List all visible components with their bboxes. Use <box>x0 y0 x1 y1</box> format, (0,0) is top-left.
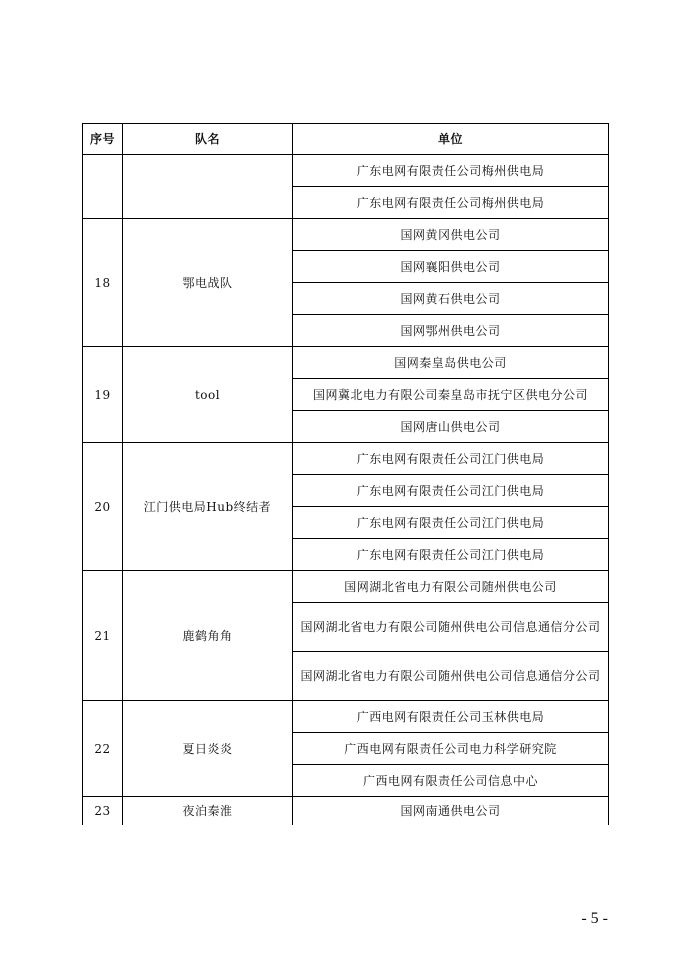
cell-index: 18 <box>83 219 123 347</box>
cell-index <box>83 155 123 219</box>
cell-team: 江门供电局Hub终结者 <box>123 443 293 571</box>
cell-unit: 广西电网有限责任公司玉林供电局 <box>293 701 609 733</box>
cell-index: 21 <box>83 571 123 701</box>
table-row <box>83 797 609 826</box>
cell-unit: 国网湖北省电力有限公司随州供电公司信息通信分公司 <box>293 603 609 652</box>
table-row <box>83 571 609 603</box>
cell-index: 20 <box>83 443 123 571</box>
header-unit: 单位 <box>293 124 609 155</box>
cell-index: 22 <box>83 701 123 797</box>
cell-team: 鄂电战队 <box>123 219 293 347</box>
cell-unit: 广东电网有限责任公司梅州供电局 <box>293 187 609 219</box>
table-row <box>83 219 609 251</box>
cell-unit: 国网秦皇岛供电公司 <box>293 347 609 379</box>
cell-team <box>123 155 293 219</box>
table-header-row <box>83 124 609 155</box>
cell-unit: 国网冀北电力有限公司秦皇岛市抚宁区供电分公司 <box>293 379 609 411</box>
cell-team: tool <box>123 347 293 443</box>
cell-unit: 广东电网有限责任公司江门供电局 <box>293 539 609 571</box>
cell-unit: 广西电网有限责任公司电力科学研究院 <box>293 733 609 765</box>
cell-unit: 广东电网有限责任公司江门供电局 <box>293 443 609 475</box>
cell-unit: 国网黄冈供电公司 <box>293 219 609 251</box>
cell-unit: 国网唐山供电公司 <box>293 411 609 443</box>
cell-unit: 广西电网有限责任公司信息中心 <box>293 765 609 797</box>
table-row <box>83 347 609 379</box>
cell-index: 23 <box>83 797 123 826</box>
cell-team: 鹿鹤角角 <box>123 571 293 701</box>
page-number: - 5 - <box>581 910 608 927</box>
cell-index: 19 <box>83 347 123 443</box>
cell-unit: 国网南通供电公司 <box>293 797 609 826</box>
cell-unit: 国网黄石供电公司 <box>293 283 609 315</box>
cell-unit: 国网湖北省电力有限公司随州供电公司信息通信分公司 <box>293 652 609 701</box>
cell-unit: 广东电网有限责任公司江门供电局 <box>293 475 609 507</box>
cell-team: 夜泊秦淮 <box>123 797 293 826</box>
cell-team: 夏日炎炎 <box>123 701 293 797</box>
table-row <box>83 701 609 733</box>
cell-unit: 广东电网有限责任公司江门供电局 <box>293 507 609 539</box>
cell-unit: 广东电网有限责任公司梅州供电局 <box>293 155 609 187</box>
cell-unit: 国网湖北省电力有限公司随州供电公司 <box>293 571 609 603</box>
header-team: 队名 <box>123 124 293 155</box>
cell-unit: 国网鄂州供电公司 <box>293 315 609 347</box>
team-table <box>82 123 609 825</box>
table-row <box>83 155 609 187</box>
cell-unit: 国网襄阳供电公司 <box>293 251 609 283</box>
table-row <box>83 443 609 475</box>
header-index: 序号 <box>83 124 123 155</box>
